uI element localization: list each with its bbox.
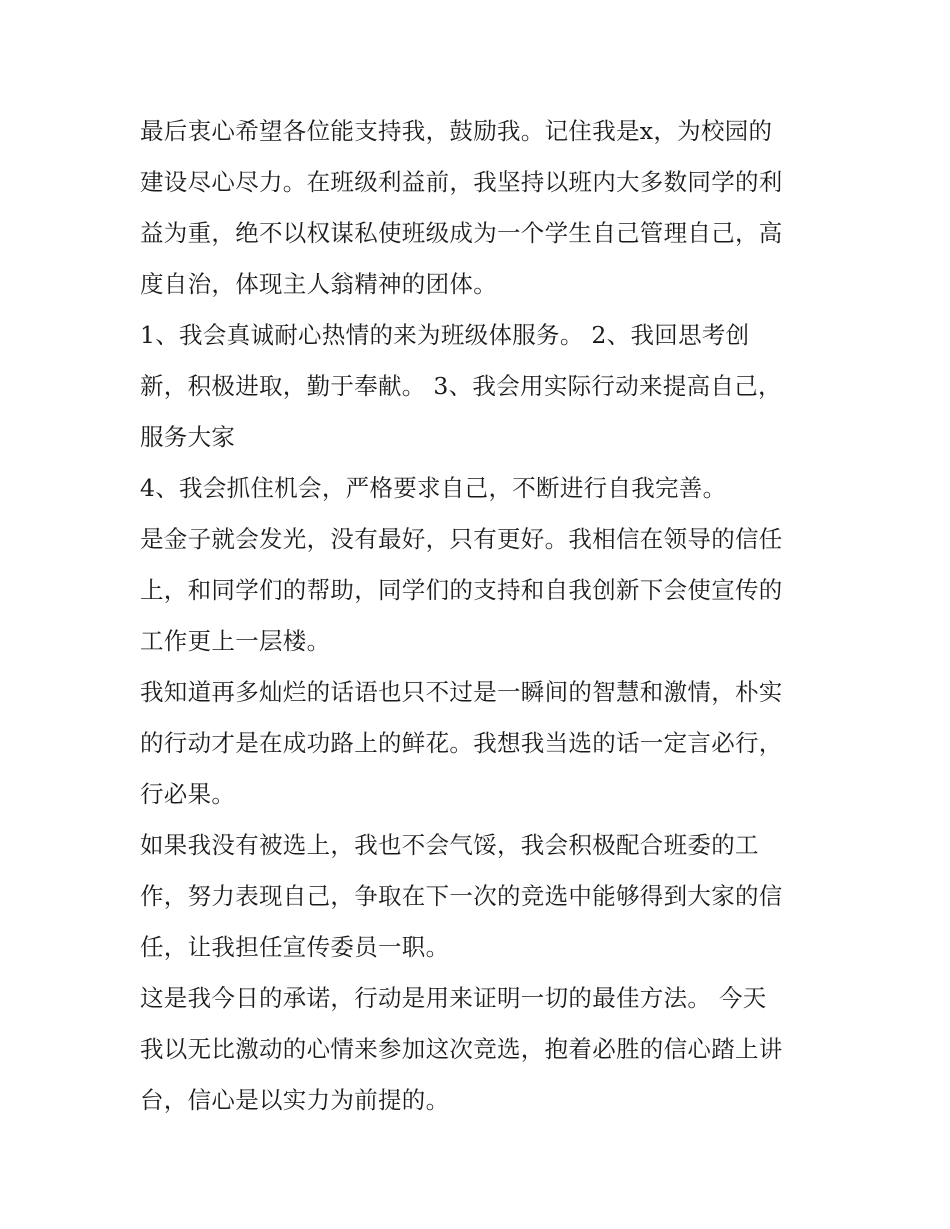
text-line: 上，和同学们的帮助，同学们的支持和自我创新下会使宣传的: [140, 576, 783, 604]
text-line: 最后衷心希望各位能支持我，鼓励我。记住我是x，为校园的: [140, 117, 773, 145]
text-line: 4、我会抓住机会，严格要求自己，不断进行自我完善。: [140, 474, 727, 502]
text-line: 任，让我担任宣传委员一职。: [140, 933, 450, 961]
text-line: 服务大家: [140, 423, 236, 451]
text-line: 是金子就会发光，没有最好，只有更好。我相信在领导的信任: [140, 525, 783, 553]
text-line: 建设尽心尽力。在班级利益前，我坚持以班内大多数同学的利: [140, 168, 783, 196]
text-line: 度自治，体现主人翁精神的团体。: [140, 270, 497, 298]
text-line: 我知道再多灿烂的话语也只不过是一瞬间的智慧和激情，朴实: [140, 678, 783, 706]
text-line: 作，努力表现自己，争取在下一次的竞选中能够得到大家的信: [140, 882, 783, 910]
text-line: 行必果。: [140, 780, 236, 808]
text-line: 益为重，绝不以权谋私使班级成为一个学生自己管理自己，高: [140, 219, 783, 247]
text-line: 这是我今日的承诺，行动是用来证明一切的最佳方法。 今天: [140, 984, 767, 1012]
text-line: 台，信心是以实力为前提的。: [140, 1086, 450, 1114]
text-line: 工作更上一层楼。: [140, 627, 331, 655]
text-line: 的行动才是在成功路上的鲜花。我想我当选的话一定言必行，: [140, 729, 783, 757]
text-line: 1、我会真诚耐心热情的来为班级体服务。 2、我回思考创: [140, 321, 750, 349]
document-body: [140, 106, 820, 1126]
text-line: 我以无比激动的心情来参加这次竞选，抱着必胜的信心踏上讲: [140, 1035, 783, 1063]
text-line: 新，积极进取，勤于奉献。 3、我会用实际行动来提高自己，: [140, 372, 782, 400]
text-line: 如果我没有被选上，我也不会气馁，我会积极配合班委的工: [140, 831, 759, 859]
